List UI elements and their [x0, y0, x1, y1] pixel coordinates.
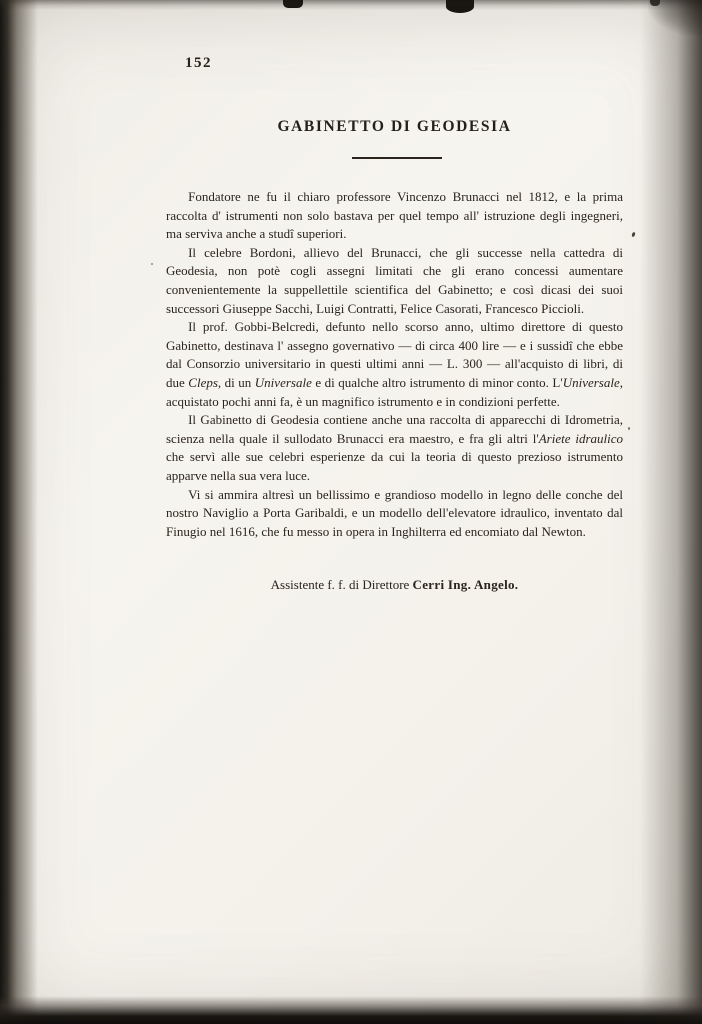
paragraph	[166, 244, 623, 318]
scan-artifact	[650, 0, 660, 6]
paragraph	[166, 188, 623, 244]
text-run: Fondatore ne fu il chiaro professore Vincenzo Brunacci nel 1812, e la prima raccolta d' istrumenti non solo bastava per quel tempo all' istruzione degli ingegneri, ma serviva anche a studî superiori.	[166, 189, 623, 242]
scan-edge-bottom	[0, 996, 702, 1024]
scan-edge-left	[0, 0, 38, 1024]
paragraph	[166, 318, 623, 411]
text-run: Il prof. Gobbi-Belcredi, defunto nello scorso anno, ultimo direttore di questo Gabinetto, destinava l' assegno governativo — di circa 400 lire — e i sussidî che ebbe dal Consorzio universitario in questi ultimi anni — L. 300 — all'acquisto di libri, di due	[166, 319, 623, 390]
scan-speck	[631, 232, 636, 238]
text-run: Ariete idraulico	[538, 430, 623, 446]
text-run: , di un	[217, 374, 255, 390]
text-run: Assistente f. f. di Direttore	[270, 577, 413, 593]
scan-edge-right	[640, 0, 702, 1024]
title-rule	[352, 157, 442, 159]
text-run: e di qualche altro istrumento di minor conto. L'	[311, 374, 563, 390]
scan-artifact	[446, 0, 474, 13]
signature-line	[166, 576, 623, 595]
text-run: , acquistato pochi anni fa, è un magnifico istrumento e in condizioni perfette.	[166, 374, 623, 409]
text-run: Cerri Ing. Angelo.	[412, 577, 519, 593]
page-title: GABINETTO DI GEODESIA	[277, 118, 512, 135]
paragraph	[166, 411, 623, 485]
body-text	[166, 188, 623, 595]
text-run: Il Gabinetto di Geodesia contiene anche una raccolta di apparecchi di Idrometria, scienza nella quale il sullodato Brunacci era maestro, e fra gli altri l'	[166, 412, 623, 446]
text-run: Universale	[562, 374, 620, 390]
text-run: Il celebre Bordoni, allievo del Brunacci, che gli successe nella cattedra di Geodesia, non potè cogli assegni limitati che gli erano concessi aumentare convenientemente la suppellettile scientifica del Gabinetto; e così dicasi dei suoi successori Giuseppe Sacchi, Luigi Contratti, Felice Casorati, Francesco Piccioli.	[166, 244, 623, 316]
text-run: Vi si ammira altresì un bellissimo e grandioso modello in legno delle conche del nostro Naviglio a Porta Garibaldi, e un modello dell'elevatore idraulico, inventato dal Finugio nel 1616, che fu messo in opera in Inghilterra ed encomiato dal Newton.	[166, 486, 623, 539]
text-run: che servì alle sue celebri esperienze da cui la teoria di questo prezioso istrumento apparve nella sua vera luce.	[166, 449, 623, 483]
scan-artifact	[283, 0, 303, 8]
paragraph	[166, 486, 623, 542]
scan-edge-top	[0, 0, 702, 10]
page-number: 152	[185, 55, 212, 71]
text-run: Cleps	[188, 374, 218, 390]
scan-speck	[628, 427, 630, 430]
scan-speck	[151, 263, 153, 265]
text-run: Universale	[254, 374, 312, 390]
